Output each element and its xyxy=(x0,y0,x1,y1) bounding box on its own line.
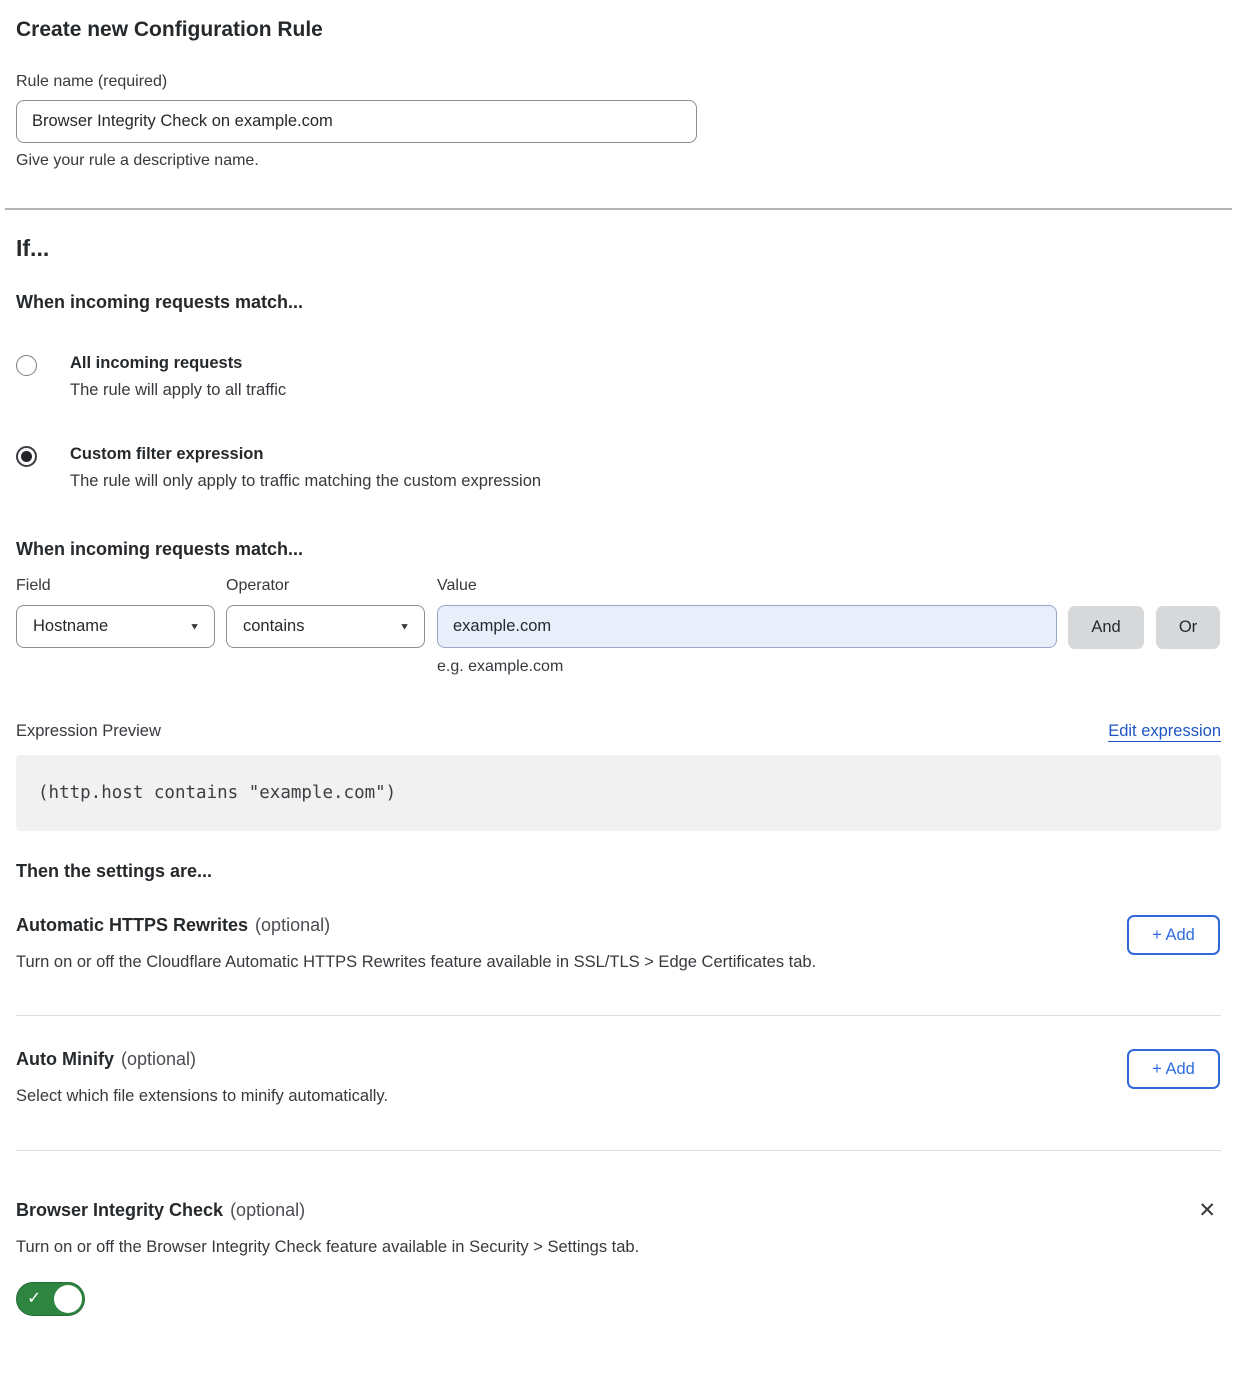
value-input[interactable] xyxy=(437,605,1057,648)
radio-option-all-incoming[interactable] xyxy=(16,353,1221,400)
radio-option-description: The rule will apply to all traffic xyxy=(70,381,287,399)
operator-select-value: contains xyxy=(243,617,305,635)
value-help: e.g. example.com xyxy=(437,658,564,675)
section-divider xyxy=(5,208,1232,210)
page-title: Create new Configuration Rule xyxy=(16,18,323,41)
close-icon[interactable]: ✕ xyxy=(1198,1199,1216,1222)
chevron-down-icon: ▼ xyxy=(189,621,200,632)
rule-name-label: Rule name (required) xyxy=(16,73,168,90)
create-configuration-rule-page xyxy=(0,16,1237,1321)
setting-optional-tag: (optional) xyxy=(230,1200,306,1220)
then-settings-heading: Then the settings are... xyxy=(16,861,213,881)
match-heading: When incoming requests match... xyxy=(16,292,304,312)
setting-automatic-https-rewrites xyxy=(16,915,1221,972)
filter-builder-row xyxy=(16,577,1221,676)
if-heading: If... xyxy=(16,235,50,261)
setting-description: Select which file extensions to minify automatically. xyxy=(16,1087,389,1105)
expression-preview-header xyxy=(16,722,1221,742)
and-button[interactable]: And xyxy=(1068,606,1144,649)
field-label: Field xyxy=(16,577,51,594)
add-auto-minify-button[interactable]: + Add xyxy=(1127,1049,1220,1089)
radio-button[interactable] xyxy=(16,355,37,376)
field-select-value: Hostname xyxy=(33,617,109,635)
expression-code: (http.host contains "example.com") xyxy=(38,783,397,803)
or-button[interactable]: Or xyxy=(1156,606,1220,649)
expression-preview-box xyxy=(16,755,1221,831)
check-icon: ✓ xyxy=(27,1288,42,1308)
operator-select[interactable] xyxy=(226,605,425,648)
rule-name-help: Give your rule a descriptive name. xyxy=(16,152,259,169)
setting-optional-tag: (optional) xyxy=(255,915,331,935)
edit-expression-link[interactable]: Edit expression xyxy=(1108,722,1221,740)
section-divider xyxy=(16,1150,1221,1151)
operator-label: Operator xyxy=(226,577,290,594)
field-select[interactable] xyxy=(16,605,215,648)
chevron-down-icon: ▼ xyxy=(399,621,410,632)
setting-optional-tag: (optional) xyxy=(120,1049,197,1069)
setting-browser-integrity-check xyxy=(16,1200,1221,1321)
toggle-knob xyxy=(54,1285,82,1313)
filter-builder-heading: When incoming requests match... xyxy=(16,539,304,559)
setting-name: Auto Minify xyxy=(16,1049,114,1069)
setting-name: Browser Integrity Check xyxy=(16,1200,224,1220)
setting-description: Turn on or off the Cloudflare Automatic HTTPS Rewrites feature available in SSL/TLS > Edge Certificates tab. xyxy=(16,953,817,971)
radio-option-description: The rule will only apply to traffic matching the custom expression xyxy=(70,472,542,490)
radio-option-label: Custom filter expression xyxy=(70,445,264,463)
add-automatic-https-rewrites-button[interactable]: + Add xyxy=(1127,915,1220,955)
rule-name-input[interactable] xyxy=(16,100,697,143)
setting-description: Turn on or off the Browser Integrity Check feature available in Security > Settings tab. xyxy=(16,1238,640,1256)
setting-auto-minify xyxy=(16,1049,1221,1106)
setting-name: Automatic HTTPS Rewrites xyxy=(16,915,249,935)
section-divider xyxy=(16,1015,1221,1016)
value-label: Value xyxy=(437,577,477,594)
radio-button-selected[interactable] xyxy=(16,446,37,467)
radio-option-label: All incoming requests xyxy=(70,354,243,372)
expression-preview-label: Expression Preview xyxy=(16,722,161,740)
browser-integrity-check-toggle[interactable] xyxy=(16,1282,85,1316)
radio-option-custom-filter[interactable] xyxy=(16,444,1221,491)
